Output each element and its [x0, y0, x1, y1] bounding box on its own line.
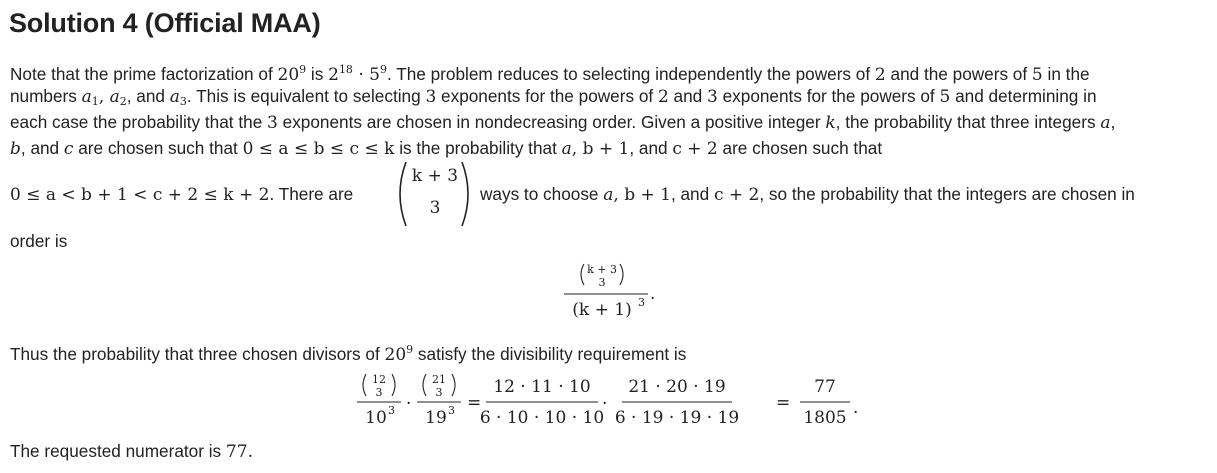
- math-a: a: [1100, 113, 1111, 133]
- math-b-plus-1: b + 1: [582, 139, 630, 159]
- text: , and: [126, 86, 170, 106]
- text: ways to choose: [480, 184, 604, 204]
- f2-exp: 3: [448, 404, 455, 417]
- text: are chosen such that: [717, 138, 883, 158]
- period: .: [650, 284, 656, 304]
- paragraph-line-7: [10, 337, 686, 368]
- answer-value: 77: [225, 442, 248, 462]
- text: exponents for the powers of: [717, 86, 940, 106]
- dot: ·: [602, 394, 608, 414]
- small-left-paren: [581, 264, 584, 285]
- f1-exp: 3: [388, 404, 395, 417]
- text: . The problem reduces to selecting independently the powers of: [386, 64, 875, 84]
- math-2: 2: [874, 65, 886, 85]
- text: in the: [1042, 64, 1090, 84]
- text: and the powers of: [885, 64, 1032, 84]
- text: each case the probability that the: [10, 112, 268, 132]
- paragraph-line-4: b, and c are chosen such that 0 ≤ a ≤ b ≤ c ≤ k is the probability that a, b + 1, and c + 2 are chosen such that: [10, 138, 883, 159]
- text: , and: [629, 138, 673, 158]
- f3-bottom: 6 · 10 · 10 · 10: [479, 408, 605, 428]
- f3-top: 12 · 11 · 10: [493, 377, 591, 397]
- math-3: 3: [707, 87, 718, 107]
- f2-top-a: 21: [432, 373, 446, 386]
- math-a2: $a_2$: [109, 87, 127, 108]
- math-20-9: $20^9$: [277, 63, 307, 85]
- math-inequality-2: 0 ≤ a < b + 1 < c + 2 ≤ k + 2: [10, 185, 270, 205]
- f4-bottom: 6 · 19 · 19 · 19: [614, 408, 740, 428]
- text: , so the probability that the integers are chosen in: [759, 184, 1135, 204]
- small-right-paren: [620, 264, 623, 285]
- math-2: 2: [657, 87, 669, 107]
- text: . There are: [269, 184, 354, 204]
- math-factorization: $2^{18} \cdot 5^9$: [328, 63, 387, 85]
- text: . This is equivalent to selecting: [186, 86, 426, 106]
- math-k: k: [825, 113, 836, 133]
- frac-denominator-exponent: 3: [638, 296, 645, 309]
- text: exponents are chosen in nondecreasing order. Given a positive integer: [277, 112, 826, 132]
- left-paren: [400, 162, 406, 226]
- paragraph-line-8: The requested numerator is 77.: [10, 441, 253, 462]
- f1-top-a: 12: [372, 373, 386, 386]
- text: numbers: [10, 86, 82, 106]
- math-5: 5: [1031, 65, 1043, 85]
- math-a: a: [561, 139, 572, 159]
- frac-binom-bottom: 3: [598, 276, 606, 289]
- math-a: a: [603, 185, 614, 205]
- math-5: 5: [939, 87, 951, 107]
- paragraph-line-3: [10, 109, 1115, 136]
- text: Thus the probability that three chosen divisors of: [10, 344, 385, 364]
- paragraph-line-5-left: [10, 181, 353, 208]
- text: exponents for the powers of: [436, 86, 658, 106]
- paragraph-line-2: numbers $a_1$, $a_2$, and $a_3$. This is equivalent to selecting 3 exponents for the powers of 2 and 3 exponents for the powers of 5 and determining in: [10, 86, 1097, 108]
- binom-bottom: 3: [429, 198, 441, 218]
- text: , and: [670, 184, 714, 204]
- paragraph-line-5-right: ways to choose a, b + 1, and c + 2, so the probability that the integers are chosen in: [480, 184, 1135, 205]
- f5-bottom: 1805: [803, 408, 847, 428]
- binom-top: k + 3: [411, 166, 459, 186]
- binomial-k-plus-3-choose-3: [392, 158, 480, 230]
- text: and: [668, 86, 707, 106]
- math-a1: $a_1$: [81, 87, 99, 108]
- equals: =: [467, 393, 482, 413]
- math-b-plus-1: b + 1: [624, 185, 671, 205]
- text: is: [306, 64, 329, 84]
- text: , and: [20, 138, 64, 158]
- math-inequality: 0 ≤ a ≤ b ≤ c ≤ k: [242, 139, 395, 159]
- probability-fraction: [558, 259, 668, 325]
- text: Note that the prime factorization of: [10, 64, 278, 84]
- text: ,: [1110, 112, 1116, 132]
- frac-binom-top: k + 3: [587, 263, 617, 276]
- f1-top-b: 3: [375, 386, 383, 399]
- math-c: c: [63, 139, 74, 159]
- text: , the probability that three integers: [835, 112, 1101, 132]
- final-probability-equation: [352, 368, 872, 434]
- math-b: b: [10, 139, 21, 159]
- text: are chosen such that: [73, 138, 243, 158]
- f2-bottom: 19: [425, 408, 447, 428]
- text: is the probability that: [394, 138, 562, 158]
- right-paren: [462, 162, 468, 226]
- math-20-9: $20^9$: [384, 343, 414, 365]
- period: .: [853, 398, 859, 418]
- text: and determining in: [950, 86, 1097, 106]
- math-c-plus-2: c + 2: [713, 185, 760, 205]
- equals: =: [776, 393, 791, 413]
- solution-heading: Solution 4 (Official MAA): [9, 8, 321, 38]
- math-3: 3: [267, 113, 278, 133]
- math-3: 3: [425, 87, 437, 107]
- f2-top-b: 3: [435, 386, 443, 399]
- f4-top: 21 · 20 · 19: [628, 377, 726, 397]
- paragraph-line-6: order is: [10, 231, 68, 251]
- dot: ·: [406, 394, 412, 414]
- f1-bottom: 10: [365, 408, 387, 428]
- math-a3: $a_3$: [169, 87, 187, 108]
- math-c-plus-2: c + 2: [672, 139, 718, 159]
- frac-denominator: (k + 1): [572, 300, 632, 320]
- f5-top: 77: [814, 377, 836, 397]
- text: The requested numerator is: [10, 441, 226, 461]
- text: satisfy the divisibility requirement is: [413, 344, 687, 364]
